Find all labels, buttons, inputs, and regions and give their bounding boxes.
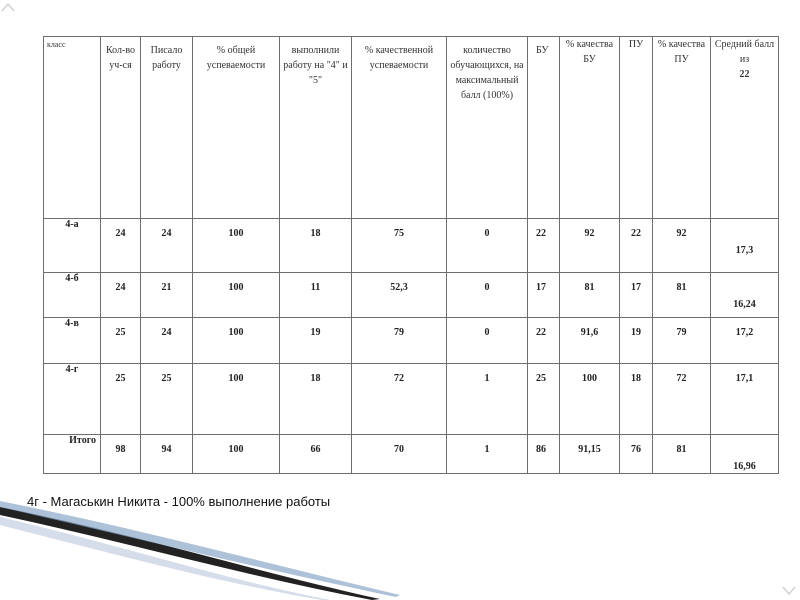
cell-bu: 25 xyxy=(528,364,560,435)
cell-kach-bu: 91,6 xyxy=(560,318,620,364)
cell-pu: 19 xyxy=(620,318,653,364)
cell-kolmax: 0 xyxy=(447,318,528,364)
cell-kach: 75 xyxy=(352,219,447,273)
header-row xyxy=(44,37,779,219)
cell-obsh: 100 xyxy=(193,364,280,435)
cell-kach-bu: 100 xyxy=(560,364,620,435)
cell-avg: 16,96 xyxy=(711,435,779,474)
cell-klass: 4-г xyxy=(44,364,101,435)
cell-avg: 17,1 xyxy=(711,364,779,435)
nav-arrow-top-icon[interactable] xyxy=(0,0,16,14)
cell-kolvo: 98 xyxy=(101,435,141,474)
cell-pisalo: 94 xyxy=(141,435,193,474)
header-avg: Средний балл из 22 xyxy=(711,37,779,219)
cell-vypolnili: 18 xyxy=(280,219,352,273)
header-pisalo: Писало работу xyxy=(141,37,193,219)
header-kach: % качественной успеваемости xyxy=(352,37,447,219)
cell-kolvo: 24 xyxy=(101,273,141,318)
cell-kolvo: 25 xyxy=(101,318,141,364)
cell-pisalo: 24 xyxy=(141,219,193,273)
header-kolmax: количество обучающихся, на максимальный балл (100%) xyxy=(447,37,528,219)
header-obsh: % общей успеваемости xyxy=(193,37,280,219)
cell-kolvo: 25 xyxy=(101,364,141,435)
cell-vypolnili: 11 xyxy=(280,273,352,318)
nav-arrow-bottom-icon[interactable] xyxy=(780,582,798,598)
cell-kolmax: 1 xyxy=(447,435,528,474)
decorative-swoosh xyxy=(0,495,800,600)
cell-bu: 22 xyxy=(528,219,560,273)
cell-pu: 17 xyxy=(620,273,653,318)
cell-kach-bu: 91,15 xyxy=(560,435,620,474)
cell-klass: 4-а xyxy=(44,219,101,273)
cell-vypolnili: 19 xyxy=(280,318,352,364)
cell-kolmax: 0 xyxy=(447,273,528,318)
cell-vypolnili: 66 xyxy=(280,435,352,474)
header-bu: БУ xyxy=(528,37,560,219)
cell-pu: 18 xyxy=(620,364,653,435)
cell-vypolnili: 18 xyxy=(280,364,352,435)
table-row xyxy=(44,364,779,435)
cell-kach: 79 xyxy=(352,318,447,364)
cell-kach-pu: 79 xyxy=(653,318,711,364)
cell-avg: 16,24 xyxy=(711,273,779,318)
cell-pisalo: 24 xyxy=(141,318,193,364)
cell-kolmax: 1 xyxy=(447,364,528,435)
header-klass: класс xyxy=(44,37,101,219)
cell-kolvo: 24 xyxy=(101,219,141,273)
cell-avg: 17,3 xyxy=(711,219,779,273)
table-row xyxy=(44,273,779,318)
cell-klass: Итого xyxy=(44,435,101,474)
table-row xyxy=(44,435,779,474)
cell-obsh: 100 xyxy=(193,435,280,474)
header-kach-bu: % качества БУ xyxy=(560,37,620,219)
cell-kach-bu: 81 xyxy=(560,273,620,318)
cell-avg: 17,2 xyxy=(711,318,779,364)
cell-kach: 52,3 xyxy=(352,273,447,318)
cell-kolmax: 0 xyxy=(447,219,528,273)
cell-bu: 86 xyxy=(528,435,560,474)
results-table xyxy=(43,36,779,474)
header-pu: ПУ xyxy=(620,37,653,219)
cell-kach-pu: 92 xyxy=(653,219,711,273)
cell-obsh: 100 xyxy=(193,273,280,318)
cell-pisalo: 21 xyxy=(141,273,193,318)
cell-kach-pu: 72 xyxy=(653,364,711,435)
header-kach-pu: % качества ПУ xyxy=(653,37,711,219)
result-note: 4г - Магаськин Никита - 100% выполнение работы xyxy=(27,494,331,509)
header-vypolnili: выполнили работу на "4" и "5" xyxy=(280,37,352,219)
cell-kach: 72 xyxy=(352,364,447,435)
cell-pisalo: 25 xyxy=(141,364,193,435)
table-row xyxy=(44,219,779,273)
cell-pu: 22 xyxy=(620,219,653,273)
cell-obsh: 100 xyxy=(193,219,280,273)
header-kolvo: Кол-во уч-ся xyxy=(101,37,141,219)
cell-bu: 22 xyxy=(528,318,560,364)
cell-pu: 76 xyxy=(620,435,653,474)
cell-kach-pu: 81 xyxy=(653,435,711,474)
table-row xyxy=(44,318,779,364)
cell-klass: 4-б xyxy=(44,273,101,318)
cell-obsh: 100 xyxy=(193,318,280,364)
cell-bu: 17 xyxy=(528,273,560,318)
cell-klass: 4-в xyxy=(44,318,101,364)
cell-kach-bu: 92 xyxy=(560,219,620,273)
cell-kach: 70 xyxy=(352,435,447,474)
cell-kach-pu: 81 xyxy=(653,273,711,318)
